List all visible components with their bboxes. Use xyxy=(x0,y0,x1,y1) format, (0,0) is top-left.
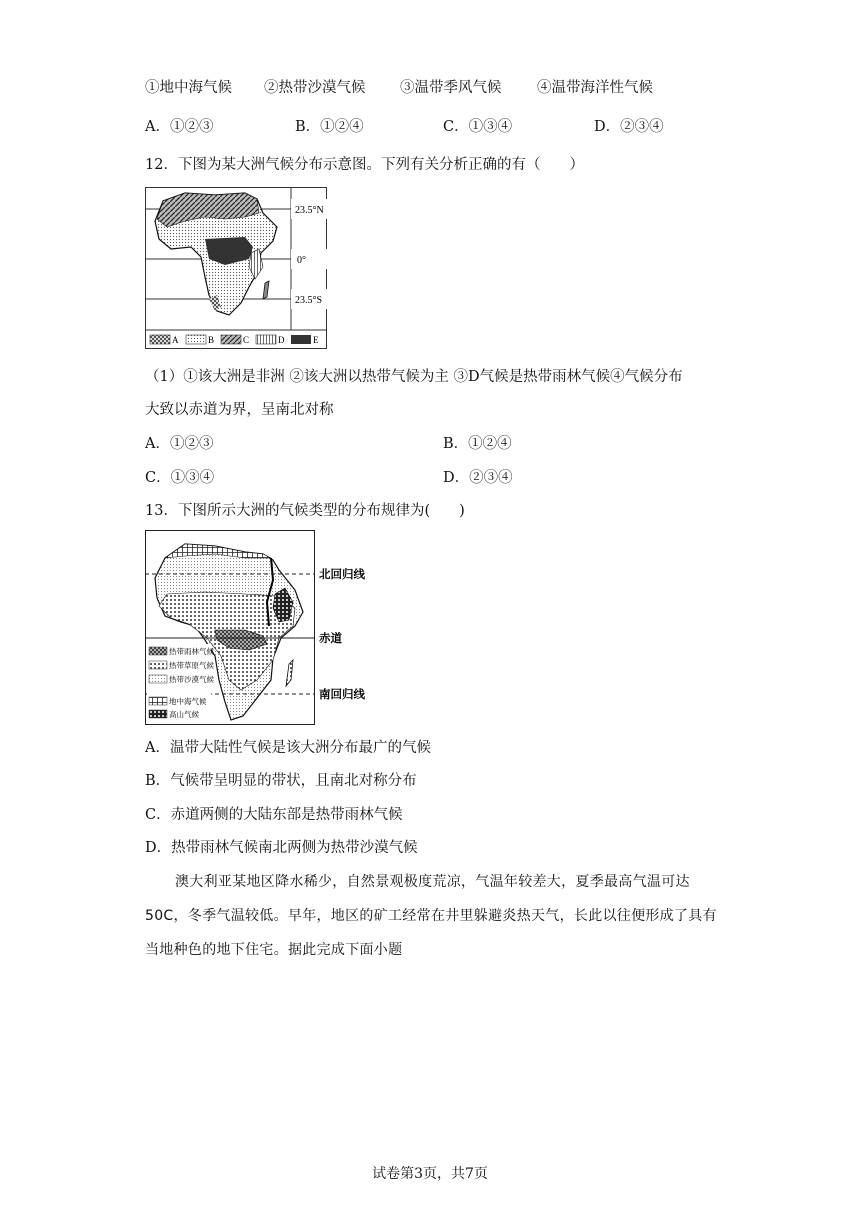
q13-legend-label: 热带草原气候 xyxy=(169,661,214,670)
q12-lat-label: 23.5°S xyxy=(295,295,323,306)
q12-option-c[interactable]: C．①③④ xyxy=(145,470,215,486)
q11-option-a[interactable]: A．①②③ xyxy=(145,119,214,135)
page-footer: 试卷第3页，共7页 xyxy=(372,1166,488,1182)
q11-option-d[interactable]: D．②③④ xyxy=(594,119,664,135)
passage-line-1: 澳大利亚某地区降水稀少，自然景观极度荒凉，气温年较差大，夏季最高气温可达 xyxy=(175,874,690,890)
q11-option-b[interactable]: B．①②④ xyxy=(295,119,364,135)
q11-item-3: ③温带季风气候 xyxy=(400,80,502,96)
q13-option-b[interactable]: B．气候带呈明显的带状，且南北对称分布 xyxy=(145,773,417,789)
q12-stem: 12．下图为某大洲气候分布示意图。下列有关分析正确的有（ ） xyxy=(145,157,584,173)
q13-map xyxy=(145,530,375,725)
q12-legend-label: B xyxy=(208,335,215,345)
q12-legend-label: A xyxy=(172,335,179,345)
q12-legend-label: E xyxy=(313,335,319,345)
q13-line-label: 南回归线 xyxy=(319,687,365,701)
q12-map xyxy=(145,187,327,349)
passage-line-3: 当地种色的地下住宅。据此完成下面小题 xyxy=(145,942,403,958)
q13-legend-label: 高山气候 xyxy=(169,710,199,719)
q13-stem: 13．下图所示大洲的气候类型的分布规律为( ) xyxy=(145,503,465,519)
q12-lat-label: 0° xyxy=(297,255,306,266)
q12-lat-label: 23.5°N xyxy=(295,205,324,216)
q11-item-1: ①地中海气候 xyxy=(145,80,232,96)
q13-line-label: 北回归线 xyxy=(319,567,365,581)
q12-option-a[interactable]: A．①②③ xyxy=(145,436,214,452)
passage-line-2: 50C，冬季气温较低。早年，地区的矿工经常在井里躲避炎热天气，长此以往便形成了具有 xyxy=(145,908,717,924)
q12-legend-label: C xyxy=(243,335,250,345)
q13-legend-label: 热带雨林气候 xyxy=(169,647,214,656)
q12-option-b[interactable]: B．①②④ xyxy=(443,436,512,452)
q13-legend-label: 热带沙漠气候 xyxy=(169,675,214,684)
q12-option-d[interactable]: D．②③④ xyxy=(443,470,513,486)
q13-legend-label: 地中海气候 xyxy=(169,697,207,706)
q11-option-c[interactable]: C．①③④ xyxy=(443,119,513,135)
q13-option-d[interactable]: D．热带雨林气候南北两侧为热带沙漠气候 xyxy=(145,840,418,856)
q13-option-a[interactable]: A．温带大陆性气候是该大洲分布最广的气候 xyxy=(145,740,431,756)
q11-item-2: ②热带沙漠气候 xyxy=(264,80,366,96)
q13-line-label: 赤道 xyxy=(319,631,342,645)
q12-sub-line-2: 大致以赤道为界，呈南北对称 xyxy=(145,402,334,418)
q11-item-4: ④温带海洋性气候 xyxy=(537,80,653,96)
q12-legend-label: D xyxy=(278,335,285,345)
q12-sub-line-1: （1）①该大洲是非洲 ②该大洲以热带气候为主 ③D气候是热带雨林气候④气候分布 xyxy=(145,369,683,385)
q13-option-c[interactable]: C．赤道两侧的大陆东部是热带雨林气候 xyxy=(145,807,403,823)
